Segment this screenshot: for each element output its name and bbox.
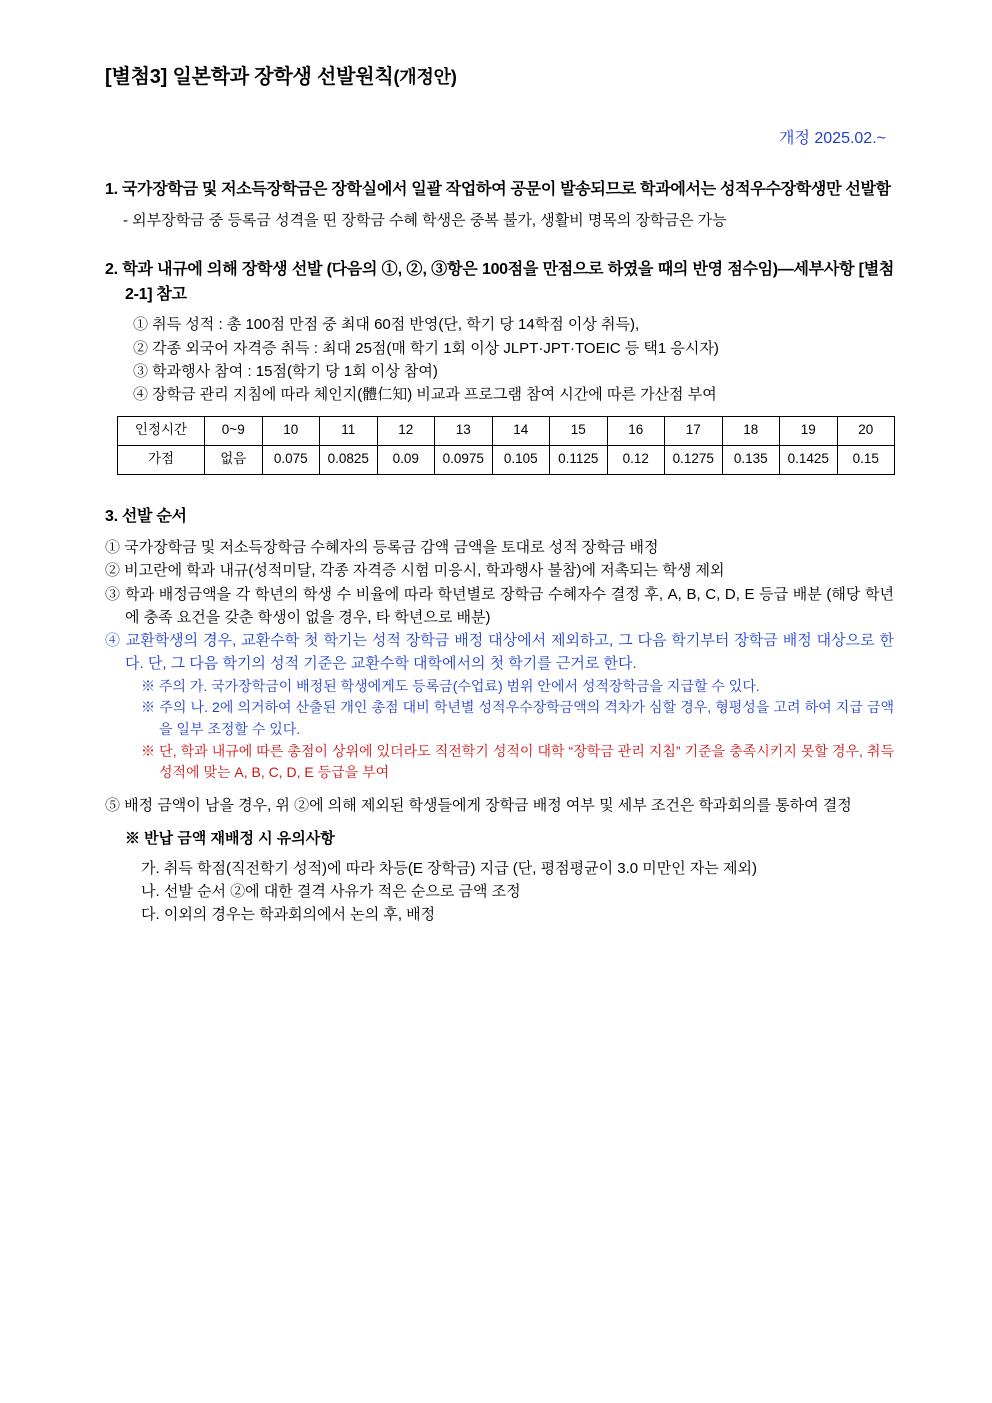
title-main: 일본학과 장학생 선발원칙 <box>172 66 394 88</box>
title-bracket: [별첨3] <box>105 66 168 88</box>
hours-cell-1: 10 <box>262 417 320 446</box>
hours-cell-11: 20 <box>837 417 895 446</box>
points-cell-5: 0.105 <box>492 446 550 475</box>
points-cell-3: 0.09 <box>377 446 435 475</box>
section-1 <box>105 178 894 232</box>
revision-date: 개정 2025.02.~ <box>779 130 886 147</box>
section-1-bullet: - 외부장학금 중 등록금 성격을 띤 장학금 수혜 학생은 중복 불가, 생활비 명목의 장학금은 가능 <box>123 211 727 229</box>
points-cell-9: 0.135 <box>722 446 780 475</box>
hours-cell-6: 15 <box>550 417 608 446</box>
section-3-note-red: ※ 단, 학과 내규에 따른 총점이 상위에 있더라도 직전학기 성적이 대학 “장학금 관리 지침” 기준을 충족시키지 못할 경우, 취득 성적에 맞는 A, B, C, D, E 등급을 부여 <box>141 742 894 781</box>
section-3-note-b: ※ 주의 나. 2에 의거하여 산출된 개인 총점 대비 학년별 성적우수장학금액의 격차가 심할 경우, 형평성을 고려 하여 지급 금액을 일부 조정할 수 있다. <box>141 699 894 737</box>
caution-item-3: 다. 이외의 경우는 학과회의에서 논의 후, 배정 <box>141 906 436 924</box>
row-label-points: 가점 <box>118 446 205 475</box>
bonus-points-table <box>117 416 895 475</box>
section-3-item-5: ⑤ 배정 금액이 남을 경우, 위 ②에 의해 제외된 학생들에게 장학금 배정 여부 및 세부 조건은 학과회의를 통하여 결정 <box>105 797 852 815</box>
caution-heading: ※ 반납 금액 재배정 시 유의사항 <box>125 830 335 848</box>
points-cell-0: 없음 <box>205 446 263 475</box>
section-3-heading: 3. 선발 순서 <box>105 508 187 526</box>
points-cell-11: 0.15 <box>837 446 895 475</box>
section-2-item-3: ③ 학과행사 참여 : 15점(학기 당 1회 이상 참여) <box>133 362 438 380</box>
hours-cell-3: 12 <box>377 417 435 446</box>
hours-cell-8: 17 <box>665 417 723 446</box>
table-row <box>118 446 895 475</box>
hours-cell-10: 19 <box>780 417 838 446</box>
hours-cell-7: 16 <box>607 417 665 446</box>
points-cell-4: 0.0975 <box>435 446 493 475</box>
caution-item-1: 가. 취득 학점(직전학기 성적)에 따라 차등(E 장학금) 지급 (단, 평점평균이 3.0 미만인 자는 제외) <box>141 859 758 877</box>
row-label-hours: 인정시간 <box>118 417 205 446</box>
title-sub: (개정안) <box>393 67 457 87</box>
hours-cell-5: 14 <box>492 417 550 446</box>
section-1-heading: 1. 국가장학금 및 저소득장학금은 장학실에서 일괄 작업하여 공문이 발송되므로 학과에서는 성적우수장학생만 선발함 <box>105 180 891 198</box>
page-title <box>105 62 894 93</box>
hours-cell-0: 0~9 <box>205 417 263 446</box>
section-3 <box>105 505 894 926</box>
section-3-item-1: ① 국가장학금 및 저소득장학금 수혜자의 등록금 감액 금액을 토대로 성적 장학금 배정 <box>105 539 659 557</box>
points-cell-2: 0.0825 <box>320 446 378 475</box>
hours-cell-4: 13 <box>435 417 493 446</box>
hours-cell-9: 18 <box>722 417 780 446</box>
section-3-item-4: ④ 교환학생의 경우, 교환수학 첫 학기는 성적 장학금 배정 대상에서 제외하고, 그 다음 학기부터 장학금 배정 대상으로 한다. 단, 그 다음 학기의 성적 기준은 교환수학 대학에서의 첫 학기를 근거로 한다. <box>105 632 894 673</box>
hours-cell-2: 11 <box>320 417 378 446</box>
section-2-heading: 2. 학과 내규에 의해 장학생 선발 (다음의 ①, ②, ③항은 100점을 만점으로 하였을 때의 반영 점수임)—세부사항 [별첨2-1] 참고 <box>105 260 894 303</box>
section-3-item-3: ③ 학과 배정금액을 각 학년의 학생 수 비율에 따라 학년별로 장학금 수혜자수 결정 후, A, B, C, D, E 등급 배분 (해당 학년에 충족 요건을 갖춘 학생이 없을 경우, 타 학년으로 배분) <box>105 585 894 626</box>
section-3-item-2: ② 비고란에 학과 내규(성적미달, 각종 자격증 시험 미응시, 학과행사 불참)에 저촉되는 학생 제외 <box>105 562 725 580</box>
section-2 <box>105 258 894 475</box>
caution-item-2: 나. 선발 순서 ②에 대한 결격 사유가 적은 순으로 금액 조정 <box>141 882 521 900</box>
points-cell-1: 0.075 <box>262 446 320 475</box>
section-2-item-2: ② 각종 외국어 자격증 취득 : 최대 25점(매 학기 1회 이상 JLPT·JPT·TOEIC 등 택1 응시자) <box>133 339 719 357</box>
points-cell-7: 0.12 <box>607 446 665 475</box>
section-3-note-a: ※ 주의 가. 국가장학금이 배정된 학생에게도 등록금(수업료) 범위 안에서 성적장학금을 지급할 수 있다. <box>141 677 760 694</box>
section-2-item-1: ① 취득 성적 : 총 100점 만점 중 최대 60점 반영(단, 학기 당 14학점 이상 취득), <box>133 316 640 334</box>
points-cell-8: 0.1275 <box>665 446 723 475</box>
points-cell-6: 0.1125 <box>550 446 608 475</box>
section-2-item-4: ④ 장학금 관리 지침에 따라 체인지(體仁知) 비교과 프로그램 참여 시간에 따른 가산점 부여 <box>133 386 717 404</box>
table-row <box>118 417 895 446</box>
points-cell-10: 0.1425 <box>780 446 838 475</box>
